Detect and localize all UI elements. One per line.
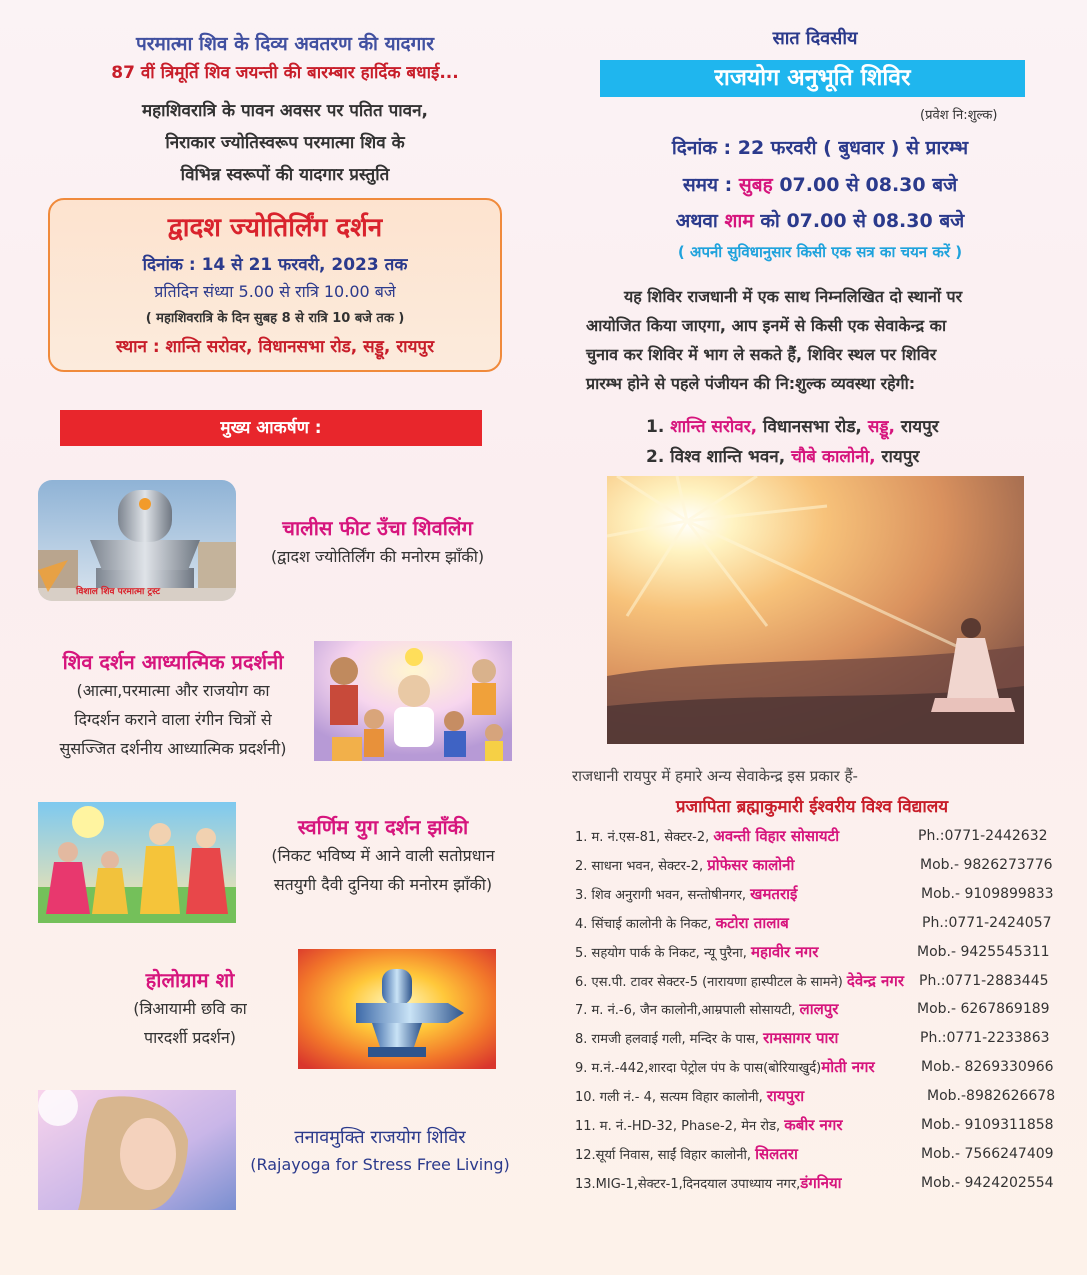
centre-address: [575, 1144, 798, 1164]
centre-row: [575, 826, 1055, 848]
morning-time: 07.00 से 08.30 बजे: [779, 174, 958, 196]
attraction-3-title: स्वर्णिम युग दर्शन झाँकी: [297, 815, 469, 839]
intro-line-1: महाशिवरात्रि के पावन अवसर पर पतित पावन,: [141, 101, 428, 121]
centre-row: [575, 913, 1055, 935]
centre-phone: Mob.- 6267869189: [917, 1001, 1050, 1018]
centre-row: [575, 1115, 1055, 1137]
centre-area: लालपुर: [799, 1000, 839, 1019]
centre-area: रायपुरा: [766, 1087, 805, 1106]
centre-address: [575, 1173, 842, 1193]
centre-area: अवन्ती विहार सोसायटी: [713, 827, 840, 845]
centre-phone: Mob.- 9109899833: [921, 885, 1054, 902]
centre-area: मोती नगर: [821, 1058, 875, 1077]
camp-description-line-3: चुनाव कर शिविर में भाग ले सकते हैं, शिविर स्थल पर शिविर: [586, 345, 937, 364]
centre-address: [575, 826, 839, 846]
left-heading-1: परमात्मा शिव के दिव्य अवतरण की यादगार: [135, 33, 435, 55]
attraction-4-desc-1: (त्रिआयामी छवि का: [133, 999, 247, 1018]
attraction-3-desc-1: (निकट भविष्य में आने वाली सतोप्रधान: [271, 846, 495, 865]
dwadash-event-box: [48, 198, 502, 372]
attraction-3-desc-2: सतयुगी दैवी दुनिया की मनोरम झाँकी): [273, 875, 493, 894]
intro-line-2: निराकार ज्योतिस्वरूप परमात्मा शिव के: [165, 133, 405, 153]
golden-age-photo: [38, 802, 236, 923]
shivling-photo: [38, 480, 236, 601]
choose-session-note: ( अपनी सुविधानुसार किसी एक सत्र का चयन करें ): [677, 243, 963, 261]
venue-1-city: रायपुर: [894, 417, 939, 437]
venue-2-city: रायपुर: [875, 447, 920, 467]
centre-address-text: 8. रामजी हलवाई गली, मन्दिर के पास,: [575, 1032, 764, 1048]
centre-row: [575, 1057, 1055, 1079]
centre-phone: Mob.- 7566247409: [921, 1145, 1054, 1162]
centre-address-text: 3. शिव अनुरागी भवन, सन्तोषीनगर,: [575, 887, 751, 903]
camp-description: [586, 282, 1066, 398]
centre-address-text: 9. म.नं.-442,शारदा पेट्रोल पंप के पास(बोरियाखुर्द): [575, 1061, 822, 1077]
venue-2-area: चौबे कालोनी,: [791, 447, 876, 467]
centre-area: डंगनिया: [800, 1173, 842, 1192]
centre-phone: Mob.- 9425545311: [917, 943, 1050, 960]
camp-evening-time: [580, 207, 1060, 233]
centre-address-text: 13.MIG-1,सेक्टर-1,दिनदयाल उपाध्याय नगर,: [575, 1176, 801, 1192]
centre-address: [575, 913, 789, 933]
venue-2: [646, 444, 919, 467]
camp-description-line-4: प्रारम्भ होने से पहले पंजीयन की नि:शुल्क व्यवस्था रहेगी:: [586, 374, 916, 393]
left-heading-2: 87 वीं त्रिमूर्ति शिव जयन्ती की बारम्बार हार्दिक बधाई...: [111, 63, 459, 83]
centre-row: [575, 942, 1055, 964]
centre-area: प्रोफेसर कालोनी: [707, 855, 795, 874]
shivling-caption: विशाल शिव परमात्मा ट्रस्ट: [76, 587, 161, 597]
centre-phone: Ph.:0771-2442632: [918, 828, 1048, 844]
meditation-girl-photo: [38, 1090, 236, 1210]
camp-description-line-1: यह शिविर राजधानी में एक साथ निम्नलिखित दो स्थानों पर: [624, 287, 963, 306]
camp-morning-time: [580, 171, 1060, 197]
centre-address-text: 7. म. नं.-6, जैन कालोनी,आम्रपाली सोसायटी,: [575, 1003, 800, 1019]
centres-heading: राजधानी रायपुर में हमारे अन्य सेवाकेन्द्र इस प्रकार हैं-: [572, 767, 858, 785]
attraction-2-title: शिव दर्शन आध्यात्मिक प्रदर्शनी: [62, 650, 284, 674]
centre-address: [575, 1115, 842, 1135]
centre-address: [575, 884, 797, 904]
dwadash-time: प्रतिदिन संध्या 5.00 से रात्रि 10.00 बजे: [154, 282, 396, 301]
evening-time: को 07.00 से 08.30 बजे: [760, 210, 965, 232]
time-label: समय :: [682, 174, 733, 196]
centre-phone: Mob.- 9826273776: [920, 856, 1053, 873]
meditation-sunrise-photo: [607, 476, 1024, 744]
centre-phone: Mob.- 9424202554: [921, 1174, 1054, 1191]
venue-1-name: शान्ति सरोवर,: [670, 417, 758, 437]
attraction-2-desc-2: दिग्दर्शन कराने वाला रंगीन चित्रों से: [74, 710, 272, 729]
centre-address-text: 12.सूर्या निवास, साईं विहार कालोनी,: [575, 1147, 756, 1163]
camp-description-line-2: आयोजित किया जाएगा, आप इनमें से किसी एक सेवाकेन्द्र का: [586, 316, 947, 335]
centre-address: [575, 855, 794, 875]
hologram-shivling-photo: [298, 949, 496, 1069]
organisation-name: प्रजापिता ब्रह्माकुमारी ईश्वरीय विश्व विद्यालय: [675, 797, 949, 817]
centre-phone: Mob.-8982626678: [927, 1088, 1056, 1105]
intro-line-3: विभिन्न स्वरूपों की यादगार प्रस्तुति: [180, 165, 390, 185]
centre-address-text: 10. गली नं.- 4, सत्यम विहार कालोनी,: [575, 1090, 767, 1106]
attraction-4-title: होलोग्राम शो: [145, 968, 235, 992]
dwadash-title: द्वादश ज्योतिर्लिंग दर्शन: [167, 213, 383, 243]
attractions-label: मुख्य आकर्षण :: [60, 410, 482, 446]
centre-area: कबीर नगर: [784, 1116, 843, 1134]
centre-phone: Ph.:0771-2424057: [922, 914, 1052, 931]
venue-2-number: 2.: [646, 447, 665, 467]
attraction-2-desc-3: सुसज्जित दर्शनीय आध्यात्मिक प्रदर्शनी): [59, 739, 287, 758]
centre-phone: Ph.:0771-2233863: [920, 1030, 1050, 1047]
centre-area: महावीर नगर: [751, 942, 819, 961]
centre-row: [575, 1144, 1055, 1166]
attraction-2-desc-1: (आत्मा,परमात्मा और राजयोग का: [76, 681, 270, 700]
centre-address-text: 5. सहयोग पार्क के निकट, न्यू पुरैना,: [575, 945, 752, 961]
centre-row: [575, 1028, 1055, 1050]
camp-title: राजयोग अनुभूति शिविर: [600, 60, 1025, 97]
centre-area: खमतराई: [750, 884, 798, 903]
attraction-1-title: चालीस फीट उँचा शिवलिंग: [282, 516, 473, 540]
centre-phone: Mob.- 8269330966: [921, 1059, 1054, 1076]
centre-address-text: 6. एस.पी. टावर सेक्टर-5 (नारायणा हास्पीटल के सामने): [575, 974, 847, 990]
centre-row: [575, 999, 1055, 1021]
centre-row: [575, 1086, 1055, 1108]
camp-subtitle: सात दिवसीय: [772, 28, 858, 49]
attraction-5-title: तनावमुक्ति राजयोग शिविर: [294, 1127, 466, 1148]
centre-address-text: 11. म. नं.-HD-32, Phase-2, मेन रोड,: [575, 1119, 785, 1134]
centre-area: सिलतरा: [755, 1144, 798, 1163]
centre-row: [575, 971, 1055, 993]
free-entry-note: (प्रवेश नि:शुल्क): [920, 108, 998, 123]
venue-2-name: विश्व शान्ति भवन,: [664, 447, 792, 467]
venue-1-area: सड्डू,: [867, 417, 895, 437]
evening-label: शाम: [724, 210, 754, 232]
centre-address: [575, 942, 818, 962]
centre-area: कटोरा तालाब: [715, 913, 789, 932]
venue-1-road: विधानसभा रोड,: [757, 417, 868, 437]
centre-row: [575, 855, 1055, 877]
centre-address: [575, 999, 838, 1019]
or-label: अथवा: [675, 210, 718, 232]
centre-row: [575, 1173, 1055, 1195]
venue-1: [646, 414, 939, 437]
centre-phone: Mob.- 9109311858: [921, 1117, 1054, 1133]
centre-area: रामसागर पारा: [763, 1029, 839, 1048]
exhibition-collage-photo: [314, 641, 512, 761]
camp-date: दिनांक : 22 फरवरी ( बुधवार ) से प्रारम्भ: [671, 137, 969, 159]
centre-address-text: 2. साधना भवन, सेक्टर-2,: [575, 858, 708, 874]
centre-phone: Ph.:0771-2883445: [919, 972, 1049, 989]
morning-label: सुबह: [738, 174, 773, 196]
dwadash-place: स्थान : शान्ति सरोवर, विधानसभा रोड, सड्डू, रायपुर: [115, 337, 435, 357]
centre-area: देवेन्द्र नगर: [846, 971, 904, 990]
attraction-4-desc-2: पारदर्शी प्रदर्शन): [144, 1028, 236, 1047]
centre-address-text: 4. सिंचाई कालोनी के निकट,: [575, 916, 716, 932]
dwadash-date: दिनांक : 14 से 21 फरवरी, 2023 तक: [142, 255, 408, 275]
centre-address: [575, 1028, 838, 1048]
centre-address: [575, 1086, 804, 1106]
centre-address: [575, 971, 904, 991]
centre-address-text: 1. म. नं.एस-81, सेक्टर-2,: [575, 830, 714, 845]
centre-row: [575, 884, 1055, 906]
venue-1-number: 1.: [646, 417, 665, 437]
attraction-1-desc: (द्वादश ज्योतिर्लिंग की मनोरम झाँकी): [270, 547, 485, 566]
dwadash-note: ( महाशिवरात्रि के दिन सुबह 8 से रात्रि 10 बजे तक ): [145, 311, 405, 326]
attraction-5-desc: (Rajayoga for Stress Free Living): [250, 1155, 510, 1174]
centre-address: [575, 1057, 875, 1077]
